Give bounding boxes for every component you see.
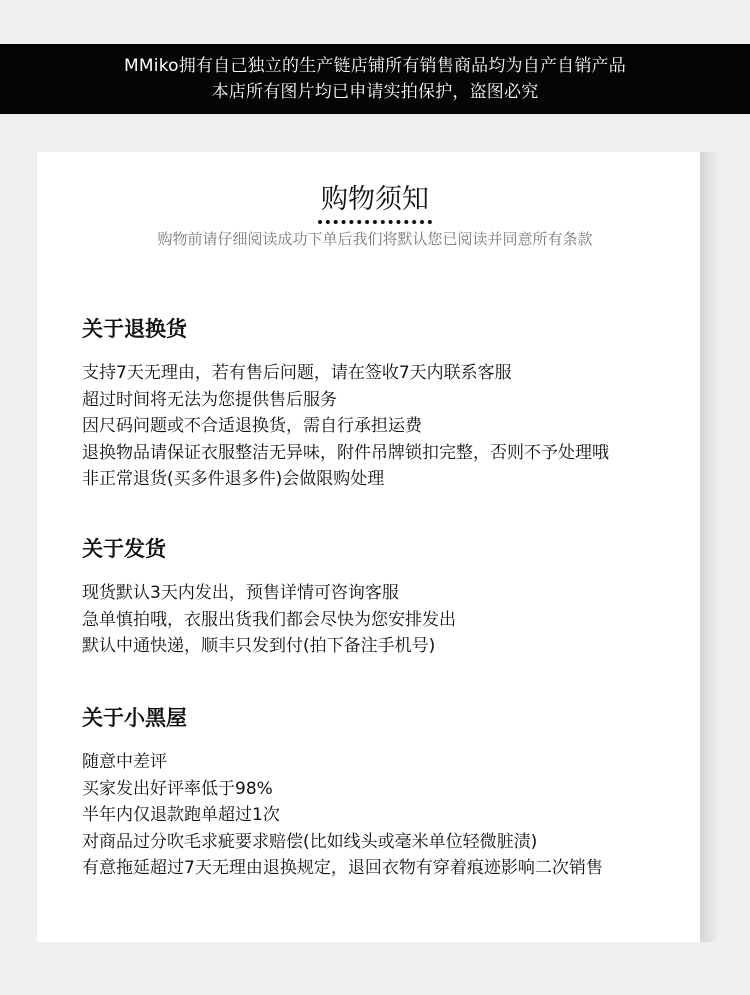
section-line: 半年内仅退款跑单超过1次 — [82, 805, 280, 825]
section-line: 随意中差评 — [82, 752, 167, 772]
banner-line-2: 本店所有图片均已申请实拍保护，盗图必究 — [211, 82, 539, 102]
section-line: 超过时间将无法为您提供售后服务 — [82, 389, 337, 410]
section-line: 买家发出好评率低于98% — [82, 778, 273, 799]
top-banner — [0, 44, 750, 114]
section-heading-returns: 关于退换货 — [82, 316, 187, 341]
section-line: 支持7天无理由，若有售后问题，请在签收7天内联系客服 — [82, 363, 512, 383]
section-blacklist — [82, 703, 692, 882]
section-shipping — [82, 534, 692, 660]
section-line: 非正常退货(买多件退多件)会做限购处理 — [82, 469, 385, 489]
notice-title: 购物须知 — [318, 182, 432, 224]
section-line: 现货默认3天内发出，预售详情可咨询客服 — [82, 583, 399, 603]
section-heading-blacklist: 关于小黑屋 — [82, 705, 187, 730]
section-line: 退换物品请保证衣服整洁无异味，附件吊牌锁扣完整，否则不予处理哦 — [82, 442, 609, 463]
notice-subtitle: 购物前请仔细阅读成功下单后我们将默认您已阅读并同意所有条款 — [157, 230, 593, 248]
section-returns — [82, 314, 692, 493]
banner-line-1: MMiko拥有自己独立的生产链店铺所有销售商品均为自产自销产品 — [124, 56, 626, 76]
section-line: 急单慎拍哦，衣服出货我们都会尽快为您安排发出 — [82, 609, 456, 630]
section-line: 有意拖延超过7天无理由退换规定，退回衣物有穿着痕迹影响二次销售 — [82, 858, 603, 878]
section-line: 默认中通快递，顺丰只发到付(拍下备注手机号) — [82, 636, 436, 656]
section-line: 对商品过分吹毛求疵要求赔偿(比如线头或毫米单位轻微脏渍) — [82, 831, 538, 852]
notice-title-wrapper — [37, 182, 713, 224]
section-line: 因尺码问题或不合适退换货，需自行承担运费 — [82, 416, 422, 436]
section-heading-shipping: 关于发货 — [82, 536, 166, 561]
card-shadow — [700, 152, 716, 942]
notice-card — [37, 152, 700, 942]
